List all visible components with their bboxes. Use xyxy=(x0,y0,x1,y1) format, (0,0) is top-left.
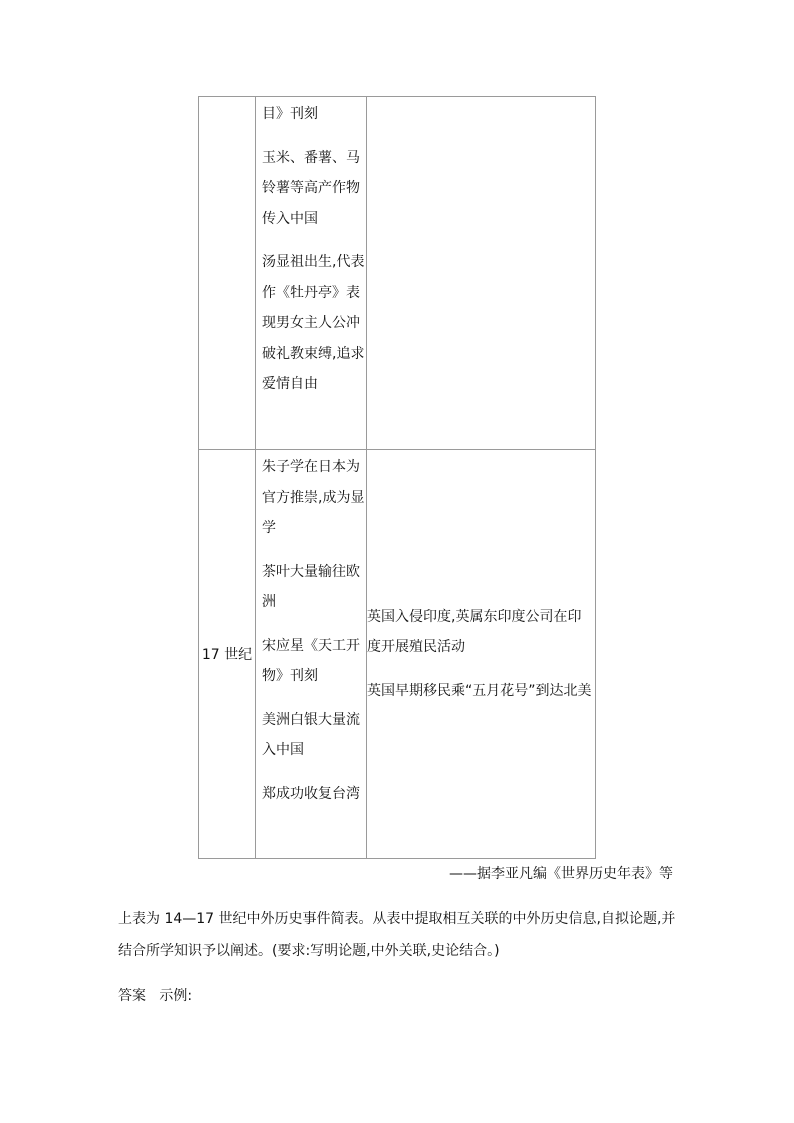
china-event: 茶叶大量输往欧洲 xyxy=(262,563,360,610)
table-source: ——据李亚凡编《世界历史年表》等 xyxy=(449,866,673,882)
china-events-cell xyxy=(256,450,367,859)
china-events-cell xyxy=(256,97,367,450)
china-event: 目》刊刻 xyxy=(262,106,318,122)
china-event: 玉米、番薯、马铃薯等高产作物传入中国 xyxy=(262,149,360,227)
china-event: 郑成功收复台湾 xyxy=(262,785,360,802)
answer-text: 示例: xyxy=(159,988,193,1004)
century-cell: 17 世纪 xyxy=(199,450,256,859)
china-event: 美洲白银大量流入中国 xyxy=(262,711,360,758)
history-events-table xyxy=(198,96,596,859)
foreign-events-cell xyxy=(367,97,596,450)
china-event: 汤显祖出生,代表作《牡丹亭》表现男女主人公冲破礼教束缚,追求爱情自由 xyxy=(262,254,365,392)
answer-line xyxy=(118,984,192,1008)
century-cell xyxy=(199,97,256,450)
answer-label: 答案 xyxy=(118,988,146,1004)
china-event: 宋应星《天工开物》刊刻 xyxy=(262,637,360,684)
table-row xyxy=(199,450,596,859)
foreign-event: 英国早期移民乘“五月花号”到达北美 xyxy=(367,682,592,699)
foreign-events-cell xyxy=(367,450,596,859)
question-text: 上表为 14—17 世纪中外历史事件简表。从表中提取相互关联的中外历史信息,自拟论题,并结合所学知识予以阐述。(要求:写明论题,中外关联,史论结合。) xyxy=(118,911,676,959)
china-event: 朱子学在日本为官方推崇,成为显学 xyxy=(262,459,365,536)
foreign-event: 英国入侵印度,英属东印度公司在印度开展殖民活动 xyxy=(367,608,582,656)
table-row xyxy=(199,97,596,450)
